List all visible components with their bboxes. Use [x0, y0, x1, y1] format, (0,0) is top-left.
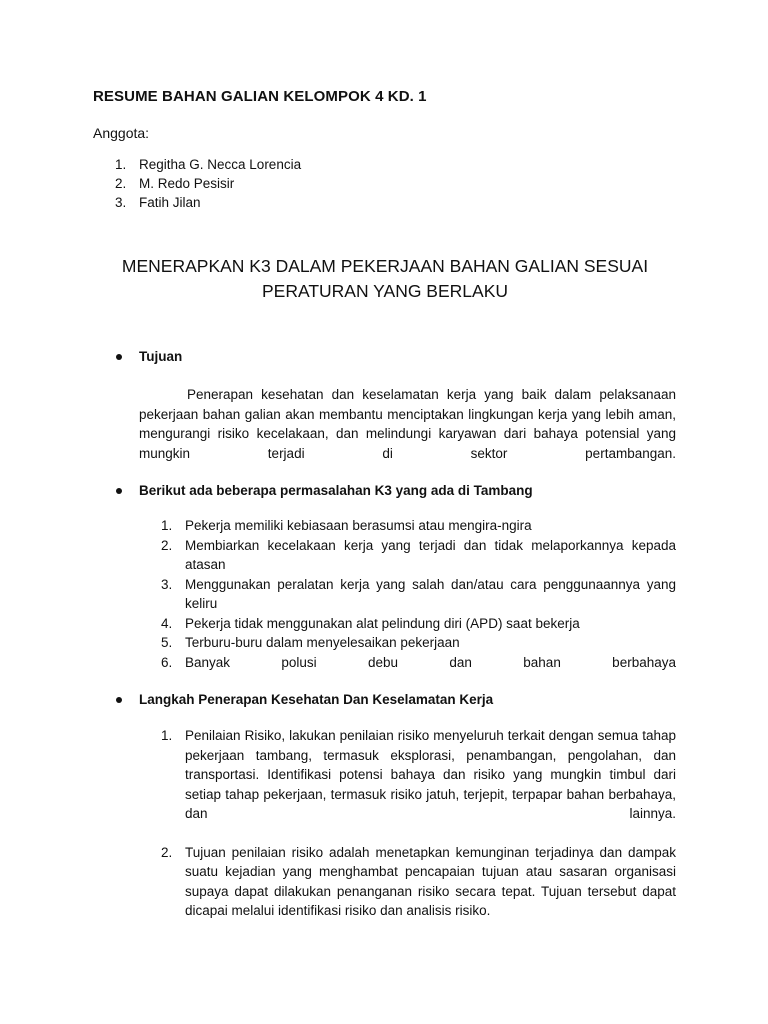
bullet-icon	[116, 354, 122, 360]
member-number: 2.	[115, 176, 127, 191]
section-heading	[116, 349, 676, 364]
list-item	[161, 536, 676, 575]
list-item	[161, 614, 676, 634]
list-text: Tujuan penilaian risiko adalah menetapkan kemunginan terjadinya dan dampak suatu kejadian yang menghambat pencapaian tujuan atau sasaran organisasi supaya dapat dilakukan penanganan risiko secara tepat. Tujuan tersebut dapat dicapai melalui identifikasi risiko dan analisis risiko.	[185, 844, 676, 918]
list-item	[161, 633, 676, 653]
section-langkah	[116, 692, 676, 921]
list-item	[161, 575, 676, 614]
list-number: 1.	[161, 518, 173, 533]
member-number: 1.	[115, 157, 127, 172]
list-text: Pekerja memiliki kebiasaan berasumsi atau mengira-ngira	[185, 518, 532, 533]
list-item	[161, 726, 676, 824]
section-tujuan	[116, 349, 676, 463]
section-heading	[116, 692, 676, 707]
list-text: Terburu-buru dalam menyelesaikan pekerjaan	[185, 635, 460, 650]
section-heading-text: Tujuan	[139, 349, 183, 364]
section-heading	[116, 483, 676, 498]
list-number: 2.	[161, 844, 173, 860]
member-name: Fatih Jilan	[139, 195, 201, 210]
member-item	[115, 155, 693, 174]
main-title: MENERAPKAN K3 DALAM PEKERJAAN BAHAN GALIAN SESUAI PERATURAN YANG BERLAKU	[121, 256, 649, 301]
list-item	[161, 653, 676, 673]
member-item	[115, 193, 693, 212]
section-permasalahan	[116, 483, 676, 672]
list-text: Membiarkan kecelakaan kerja yang terjadi dan tidak melaporkannya kepada atasan	[185, 537, 676, 572]
list-text: Penilaian Risiko, lakukan penilaian risiko menyeluruh terkait dengan semua tahap pekerjaan tambang, termasuk eksplorasi, penambangan, pengolahan, dan transportasi. Identifikasi potensi bahaya dan risiko yang mungkin timbul dari setiap tahap pekerjaan, termasuk risiko jatuh, terjepit, terpapar bahan berbahaya, dan lainnya.	[185, 728, 676, 821]
steps-list	[161, 726, 676, 921]
bullet-icon	[116, 488, 122, 494]
bullet-icon	[116, 697, 122, 703]
tujuan-paragraph: Penerapan kesehatan dan keselamatan kerja yang baik dalam pelaksanaan pekerjaan bahan galian akan membantu menciptakan lingkungan kerja yang lebih aman, mengurangi risiko kecelakaan, dan melindungi karyawan dari bahaya potensial yang mungkin terjadi di sektor pertambangan.	[139, 387, 676, 461]
list-number: 3.	[161, 576, 173, 592]
list-number: 5.	[161, 635, 173, 650]
section-heading-text: Langkah Penerapan Kesehatan Dan Keselamatan Kerja	[139, 692, 494, 707]
list-item	[161, 516, 676, 536]
list-text: Pekerja tidak menggunakan alat pelindung diri (APD) saat bekerja	[185, 615, 580, 631]
list-text: Banyak polusi debu dan bahan berbahaya	[185, 654, 676, 670]
members-list	[115, 155, 693, 212]
members-label: Anggota:	[93, 125, 150, 141]
member-number: 3.	[115, 195, 127, 210]
member-item	[115, 174, 693, 193]
list-text: Menggunakan peralatan kerja yang salah dan/atau cara penggunaannya yang keliru	[185, 576, 676, 611]
member-name: Regitha G. Necca Lorencia	[139, 157, 302, 172]
document-header	[93, 88, 693, 212]
list-item	[161, 843, 676, 921]
problem-list	[161, 516, 676, 672]
list-number: 2.	[161, 537, 173, 553]
list-number: 1.	[161, 728, 173, 743]
list-number: 4.	[161, 615, 173, 631]
section-heading-text: Berikut ada beberapa permasalahan K3 yang ada di Tambang	[139, 483, 533, 498]
list-number: 6.	[161, 654, 173, 670]
member-name: M. Redo Pesisir	[139, 176, 235, 191]
document-title: RESUME BAHAN GALIAN KELOMPOK 4 KD. 1	[93, 88, 427, 105]
